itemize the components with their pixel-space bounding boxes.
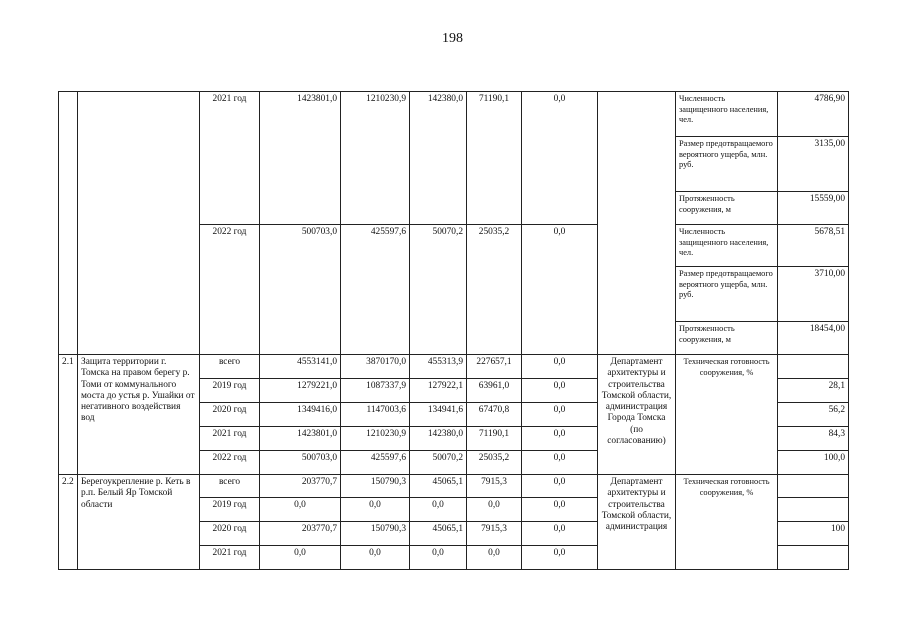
- value-cell: 50070,2: [410, 451, 467, 475]
- indicator-value: 56,2: [778, 403, 849, 427]
- value-cell: 63961,0: [467, 379, 522, 403]
- indicator-value: 3135,00: [778, 137, 849, 192]
- value-cell: 1210230,9: [341, 92, 410, 225]
- indicator-name: Техническая готовность сооружения, %: [676, 355, 778, 475]
- value-cell: 0,0: [410, 546, 467, 570]
- indicator-value: [778, 498, 849, 522]
- value-cell: 0,0: [410, 498, 467, 522]
- indicator-value: 18454,00: [778, 322, 849, 355]
- indicator-value: [778, 355, 849, 379]
- value-cell: 71190,1: [467, 92, 522, 225]
- value-cell: 7915,3: [467, 522, 522, 546]
- year-cell: всего: [200, 355, 260, 379]
- year-cell: 2019 год: [200, 379, 260, 403]
- value-cell: 4553141,0: [260, 355, 341, 379]
- value-cell: 0,0: [522, 225, 598, 355]
- page-number: 198: [442, 31, 463, 46]
- value-cell: 0,0: [522, 546, 598, 570]
- year-cell: 2021 год: [200, 546, 260, 570]
- value-cell: 0,0: [341, 546, 410, 570]
- value-cell: 50070,2: [410, 225, 467, 355]
- year-cell: 2020 год: [200, 522, 260, 546]
- year-cell: всего: [200, 475, 260, 498]
- value-cell: 425597,6: [341, 225, 410, 355]
- table-row: [59, 355, 849, 379]
- value-cell: 0,0: [522, 92, 598, 225]
- activity-name: Берегоукрепление р. Кеть в р.п. Белый Яр Томской области: [78, 475, 200, 570]
- value-cell: 0,0: [522, 451, 598, 475]
- value-cell: 0,0: [522, 355, 598, 379]
- value-cell: 25035,2: [467, 451, 522, 475]
- executor-cell: Департамент архитектуры и строительства Томской области, администрация: [598, 475, 676, 570]
- num-cell: [59, 92, 78, 355]
- value-cell: 425597,6: [341, 451, 410, 475]
- year-cell: 2022 год: [200, 451, 260, 475]
- year-cell: 2020 год: [200, 403, 260, 427]
- value-cell: 0,0: [467, 546, 522, 570]
- indicator-value: [778, 546, 849, 570]
- value-cell: 203770,7: [260, 522, 341, 546]
- value-cell: 500703,0: [260, 225, 341, 355]
- indicator-value: 28,1: [778, 379, 849, 403]
- year-cell: 2022 год: [200, 225, 260, 355]
- value-cell: 1423801,0: [260, 427, 341, 451]
- table-row: [59, 92, 849, 137]
- table-row: [59, 475, 849, 498]
- value-cell: 142380,0: [410, 92, 467, 225]
- year-cell: 2021 год: [200, 92, 260, 225]
- indicator-name: Численность защищенного населения, чел.: [676, 92, 778, 137]
- value-cell: 150790,3: [341, 522, 410, 546]
- value-cell: 150790,3: [341, 475, 410, 498]
- value-cell: 142380,0: [410, 427, 467, 451]
- value-cell: 134941,6: [410, 403, 467, 427]
- indicator-value: 100: [778, 522, 849, 546]
- value-cell: 3870170,0: [341, 355, 410, 379]
- value-cell: 1147003,6: [341, 403, 410, 427]
- value-cell: 45065,1: [410, 522, 467, 546]
- value-cell: 1210230,9: [341, 427, 410, 451]
- indicator-name: Размер предотвращаемого вероятного ущерба, млн. руб.: [676, 267, 778, 322]
- row-number: 2.1: [59, 355, 78, 475]
- indicator-value: 4786,90: [778, 92, 849, 137]
- value-cell: 67470,8: [467, 403, 522, 427]
- value-cell: 0,0: [522, 475, 598, 498]
- value-cell: 71190,1: [467, 427, 522, 451]
- indicator-value: [778, 475, 849, 498]
- indicator-value: 15559,00: [778, 192, 849, 225]
- indicator-name: Протяженность сооружения, м: [676, 192, 778, 225]
- value-cell: 1349416,0: [260, 403, 341, 427]
- value-cell: 500703,0: [260, 451, 341, 475]
- value-cell: 0,0: [522, 522, 598, 546]
- value-cell: 1087337,9: [341, 379, 410, 403]
- executor-cell: Департамент архитектуры и строительства Томской области, администрация Города Томска (по согласованию): [598, 355, 676, 475]
- value-cell: 0,0: [467, 498, 522, 522]
- value-cell: 7915,3: [467, 475, 522, 498]
- row-number: 2.2: [59, 475, 78, 570]
- indicator-value: 100,0: [778, 451, 849, 475]
- value-cell: 0,0: [260, 546, 341, 570]
- value-cell: 0,0: [522, 403, 598, 427]
- value-cell: 227657,1: [467, 355, 522, 379]
- indicator-name: Численность защищенного населения, чел.: [676, 225, 778, 267]
- activity-name: Защита территории г. Томска на правом берегу р. Томи от коммунального моста до устья р. Ушайки от негативного воздействия вод: [78, 355, 200, 475]
- indicator-value: 5678,51: [778, 225, 849, 267]
- value-cell: 0,0: [260, 498, 341, 522]
- value-cell: 25035,2: [467, 225, 522, 355]
- value-cell: 1279221,0: [260, 379, 341, 403]
- indicator-name: Размер предотвращаемого вероятного ущерба, млн. руб.: [676, 137, 778, 192]
- value-cell: 455313,9: [410, 355, 467, 379]
- value-cell: 203770,7: [260, 475, 341, 498]
- value-cell: 0,0: [522, 379, 598, 403]
- value-cell: 0,0: [341, 498, 410, 522]
- year-cell: 2021 год: [200, 427, 260, 451]
- value-cell: 45065,1: [410, 475, 467, 498]
- indicator-name: Техническая готовность сооружения, %: [676, 475, 778, 570]
- year-cell: 2019 год: [200, 498, 260, 522]
- value-cell: 1423801,0: [260, 92, 341, 225]
- budget-table: [58, 91, 849, 570]
- value-cell: 0,0: [522, 498, 598, 522]
- executor-cell: [598, 92, 676, 355]
- indicator-name: Протяженность сооружения, м: [676, 322, 778, 355]
- value-cell: 127922,1: [410, 379, 467, 403]
- name-cell: [78, 92, 200, 355]
- value-cell: 0,0: [522, 427, 598, 451]
- indicator-value: 3710,00: [778, 267, 849, 322]
- indicator-value: 84,3: [778, 427, 849, 451]
